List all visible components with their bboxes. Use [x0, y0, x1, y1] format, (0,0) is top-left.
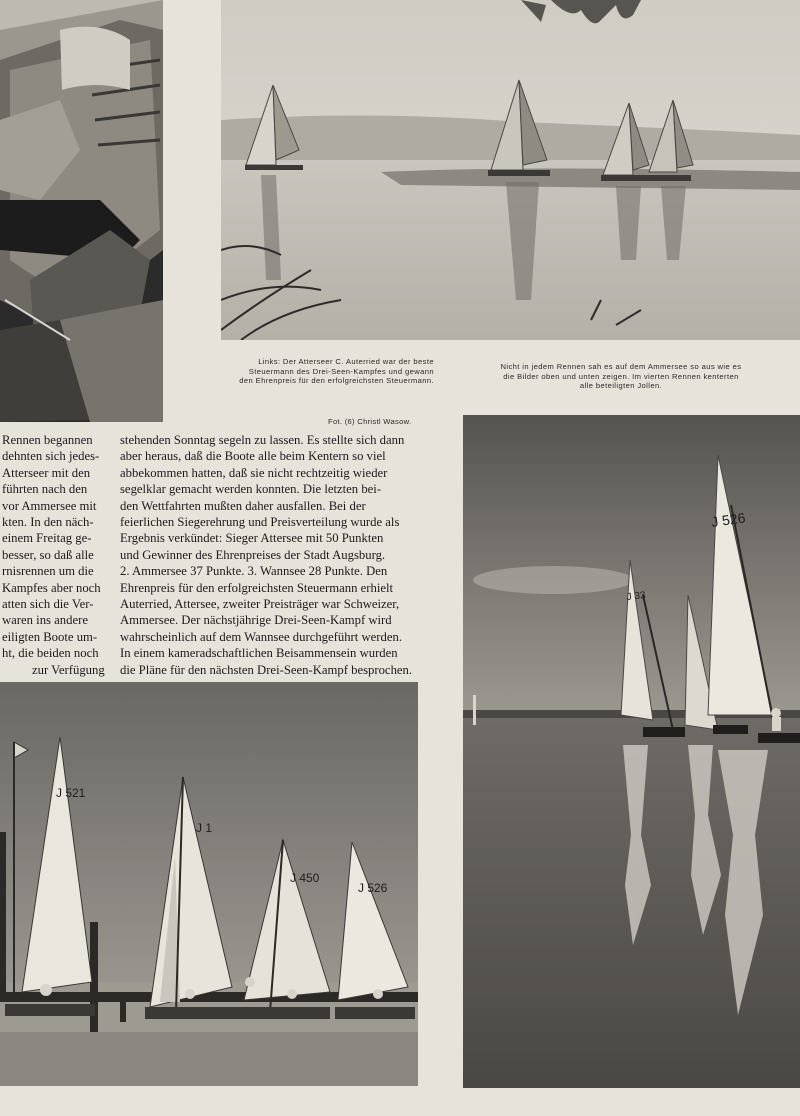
text-line: eiligten Boote um-: [2, 629, 98, 644]
sail-number-526: J 526: [710, 509, 747, 530]
text-line: Atterseer mit den: [2, 465, 91, 480]
photo-credit: Fot. (6) Christl Wasow.: [328, 417, 412, 426]
article-column-center: [120, 432, 432, 678]
text-line: feierlichen Siegerehrung und Preisverteilung wurde als: [120, 515, 400, 530]
text-line: vor Ammersee mit: [2, 498, 97, 513]
text-line: wahrscheinlich auf dem Wannsee durchgeführt werden.: [120, 629, 402, 644]
text-line: In einem kameradschaftlichen Beisammensein wurden: [120, 646, 398, 661]
text-line: den Wettfahrten mußten daher ausfallen. Bei der: [120, 498, 366, 513]
text-line: die Pläne für den nächsten Drei-Seen-Kampf besprochen.: [120, 662, 413, 677]
photo-boat-detail: [0, 0, 163, 422]
text-line: Ammersee. Der nächstjährige Drei-Seen-Kampf wird: [120, 613, 392, 628]
caption-left: [198, 357, 434, 386]
caption-left-line: Links: Der Atterseer C. Auterried war der beste: [258, 357, 434, 366]
text-line: Ergebnis verkündet: Sieger Attersee mit 50 Punkten: [120, 531, 384, 546]
text-line: Kampfes aber noch: [2, 580, 101, 595]
text-line: rnisrennen um die: [2, 564, 94, 579]
text-line: und Gewinner des Ehrenpreises der Stadt Augsburg.: [120, 547, 386, 562]
sail-number-526: J 526: [358, 881, 388, 895]
text-line: 2. Ammersee 37 Punkte. 3. Wannsee 28 Punkte. Den: [120, 564, 388, 579]
photo-boats-at-dock: [0, 682, 418, 1086]
text-line: führten nach den: [2, 482, 88, 497]
text-line: stehenden Sonntag segeln zu lassen. Es stellte sich dann: [120, 433, 405, 447]
sail-number-33: J 33: [626, 590, 647, 603]
text-line: Auterried, Attersee, zweiter Preisträger war Schweizer,: [120, 597, 400, 612]
caption-right-line: alle beteiligten Jollen.: [579, 381, 663, 391]
text-line: segelklar gemacht werden konnten. Die letzten bei-: [120, 482, 382, 497]
text-line: Ehrenpreis für den erfolgreichsten Steuermann erhielt: [120, 580, 394, 595]
sail-number-450: J 450: [290, 871, 320, 885]
sail-number-521: J 521: [56, 786, 86, 800]
sail-number-1: J 1: [196, 821, 213, 835]
caption-right: [470, 362, 772, 391]
photo-sailboats-lake-top: [221, 0, 800, 340]
text-line: kten. In den näch-: [2, 515, 94, 530]
caption-right-line: Nicht in jedem Rennen sah es auf dem Ammersee so aus wie es: [500, 362, 742, 371]
caption-right-line: die Bilder oben und unten zeigen. Im vierten Rennen kenterten: [503, 371, 739, 381]
text-line: zur Verfügung: [32, 662, 105, 677]
text-line: einem Freitag ge-: [2, 531, 92, 546]
text-line: besser, so daß alle: [2, 547, 94, 562]
text-line: Rennen begannen: [2, 433, 93, 447]
text-line: waren ins andere: [2, 613, 88, 628]
article-column-left: [2, 432, 108, 678]
caption-left-line: Steuermann des Drei-Seen-Kampfes und gewann: [248, 366, 434, 376]
caption-left-line: den Ehrenpreis für den erfolgreichsten Steuermann.: [239, 376, 434, 386]
photo-sailboats-reflection: [463, 415, 800, 1088]
text-line: abbekommen hatten, daß sie nicht rechtzeitig wieder: [120, 465, 388, 480]
text-line: aber heraus, daß die Boote alle beim Kentern so viel: [120, 449, 386, 464]
text-line: dehnten sich jedes-: [2, 449, 100, 464]
text-line: ht, die beiden noch: [2, 646, 99, 661]
text-line: atten sich die Ver-: [2, 597, 94, 612]
